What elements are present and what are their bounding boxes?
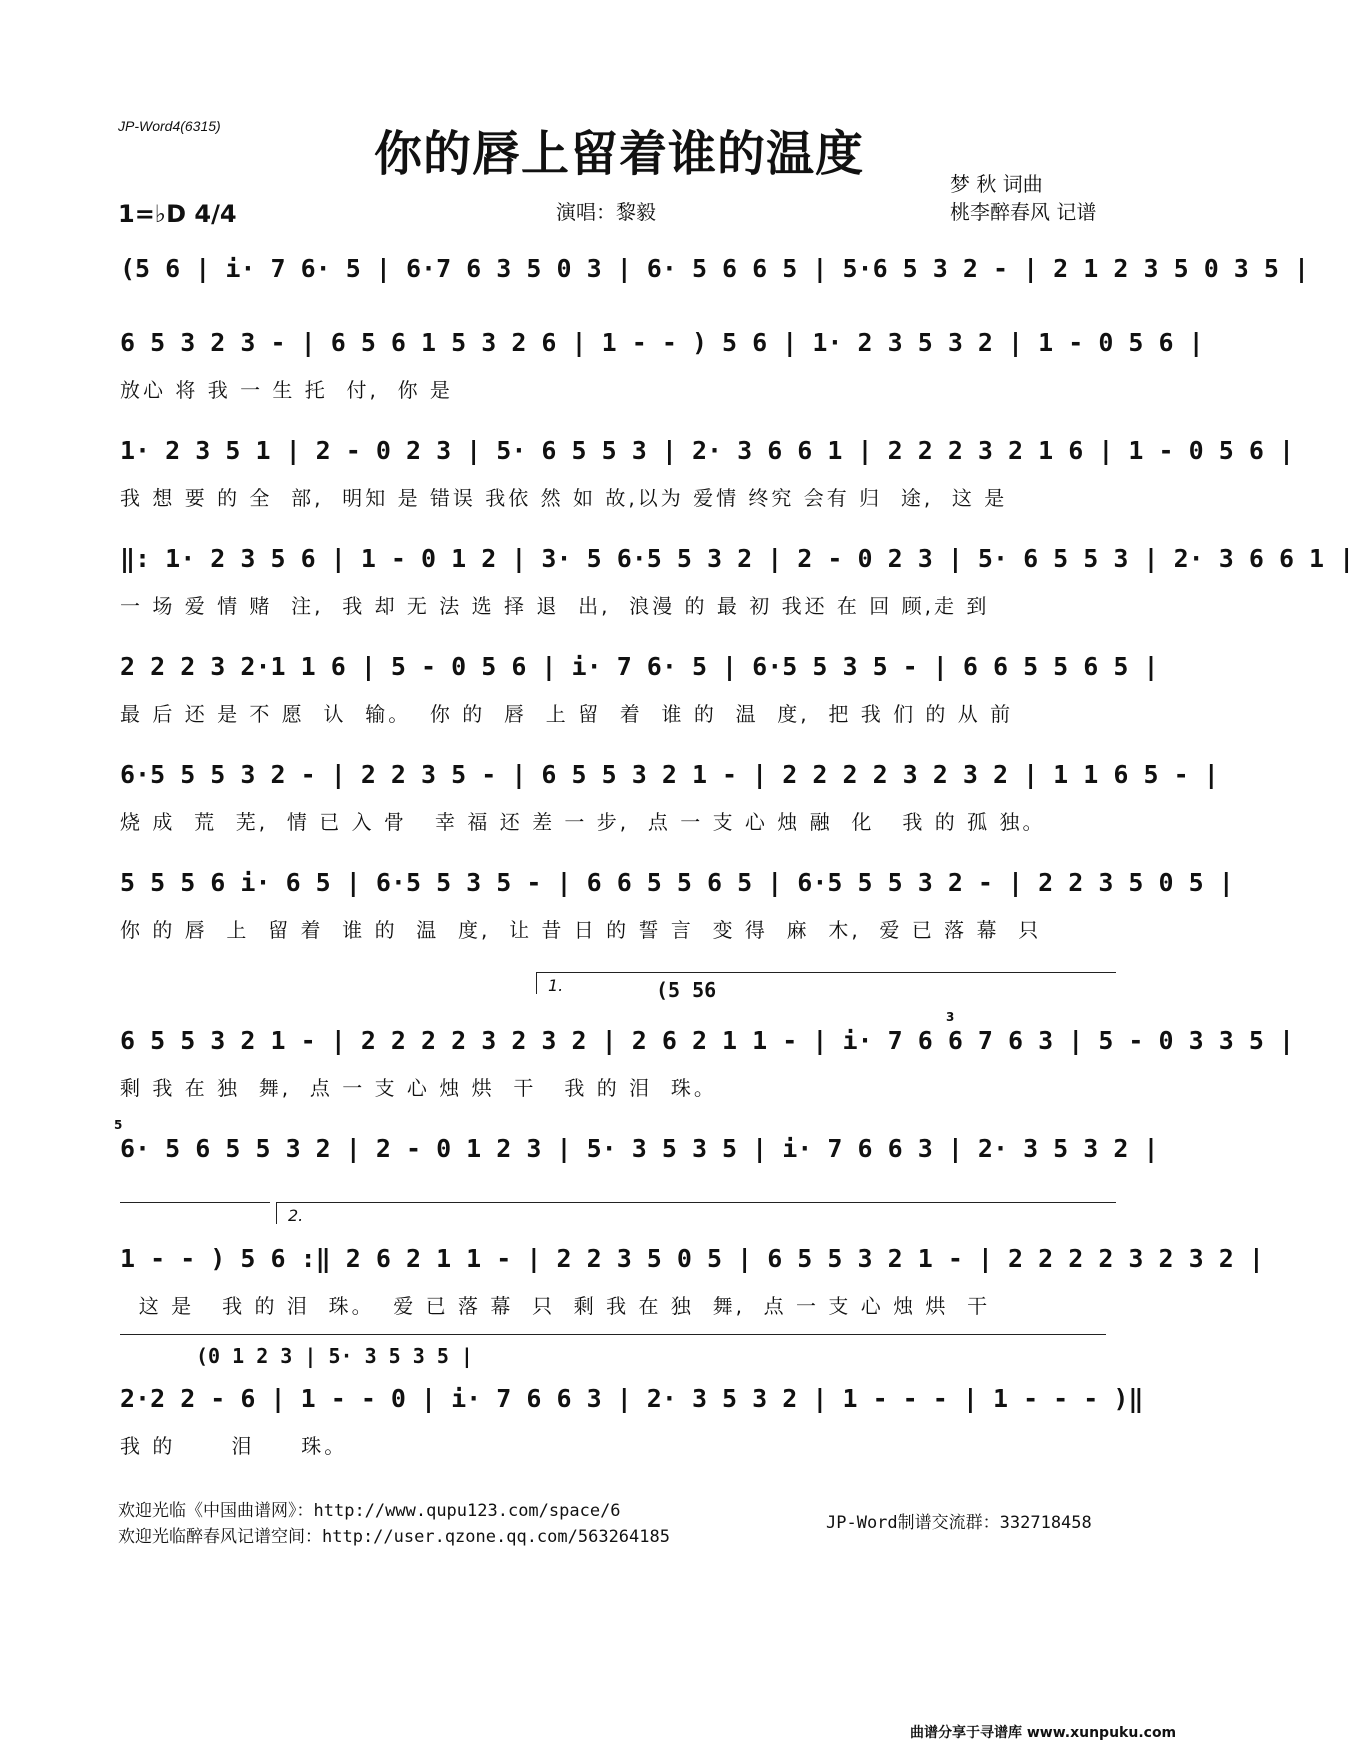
footer-group: JP-Word制谱交流群：332718458 (826, 1513, 1092, 1533)
second-ending-label: 2. (288, 1206, 304, 1225)
first-ending-hook (536, 972, 537, 994)
row-lyrics: 我 想 要 的 全 部, 明知 是 错误 我依 然 如 故,以为 爱情 终究 会有 归 途, 这 是 (120, 486, 1008, 510)
key-signature: 1=♭D 4/4 (118, 200, 237, 228)
row-notes: 2·2 2 - 6 | 1 - - 0 | i· 7 6 6 3 | 2· 3 5 3 2 | 1 - - - | 1 - - - )‖ (120, 1384, 1144, 1413)
row-lyrics: 烧 成 荒 芜, 情 已 入 骨 幸 福 还 差 一 步, 点 一 支 心 烛 融 化 我 的 孤 独。 (120, 810, 1046, 834)
row-notes: 6 5 3 2 3 - | 6 5 6 1 5 3 2 6 | 1 - - ) 5 6 | 1· 2 3 5 3 2 | 1 - 0 5 6 | (120, 328, 1204, 357)
score-row-7 (120, 860, 1234, 980)
score-row-4 (120, 536, 1354, 656)
score-row-9 (120, 1126, 1159, 1246)
row-lyrics: 我 的 泪 珠。 (120, 1434, 348, 1458)
first-ending-continuation (120, 1202, 270, 1203)
row-lyrics: 一 场 爱 情 赌 注, 我 却 无 法 选 择 退 出, 浪漫 的 最 初 我还 在 回 顾,走 到 (120, 594, 990, 618)
footer-site-link-1[interactable]: 欢迎光临《中国曲谱网》：http://www.qupu123.com/space/6 (118, 1501, 621, 1521)
score-row-6 (120, 752, 1219, 872)
second-ending-hook (276, 1202, 277, 1224)
page-title: 你的唇上留着谁的温度 (374, 126, 865, 182)
second-ending-bracket (276, 1202, 1116, 1203)
score-row-2 (120, 320, 1204, 440)
composer-credit: 梦 秋 词曲 (950, 172, 1043, 196)
score-row-5 (120, 644, 1159, 764)
intro-cue: (5 56 (656, 978, 717, 1002)
footer-site-link-2[interactable]: 欢迎光临醉春风记谱空间：http://user.qzone.qq.com/563264185 (118, 1527, 670, 1547)
row-lyrics: 剩 我 在 独 舞, 点 一 支 心 烛 烘 干 我 的 泪 珠。 (120, 1076, 717, 1100)
row-notes: 6·5 5 5 3 2 - | 2 2 3 5 - | 6 5 5 3 2 1 - | 2 2 2 2 3 2 3 2 | 1 1 6 5 - | (120, 760, 1219, 789)
source-watermark: 曲谱分享于寻谱库 www.xunpuku.com (910, 1725, 1177, 1741)
transcriber-credit: 桃李醉春风 记谱 (950, 200, 1097, 224)
row-notes: (5 6 | i· 7 6· 5 | 6·7 6 3 5 0 3 | 6· 5 6 6 5 | 5·6 5 3 2 - | 2 1 2 3 5 0 3 5 | (120, 254, 1310, 283)
row-notes: ‖: 1· 2 3 5 6 | 1 - 0 1 2 | 3· 5 6·5 5 3 2 | 2 - 0 2 3 | 5· 6 5 5 3 | 2· 3 6 6 1 | (120, 544, 1354, 573)
row-lyrics (120, 1180, 1126, 1212)
score-row-10 (120, 1236, 1264, 1356)
grace-note-3: 3 (946, 1010, 955, 1024)
row-notes: 1 - - ) 5 6 :‖ 2 6 2 1 1 - | 2 2 3 5 0 5 | 6 5 5 3 2 1 - | 2 2 2 2 3 2 3 2 | (120, 1244, 1264, 1273)
grace-note-5: 5 (114, 1118, 123, 1132)
row-notes: 6· 5 6 5 5 3 2 | 2 - 0 1 2 3 | 5· 3 5 3 5 | i· 7 6 6 3 | 2· 3 5 3 2 | (120, 1134, 1159, 1163)
singer: 演唱：黎毅 (556, 200, 656, 224)
row-notes: 6 5 5 3 2 1 - | 2 2 2 2 3 2 3 2 | 2 6 2 1 1 - | i· 7 6 6 7 6 3 | 5 - 0 3 3 5 | (120, 1026, 1294, 1055)
first-ending-repeat-bracket (120, 1334, 1106, 1335)
row-notes: 5 5 5 6 i· 6 5 | 6·5 5 3 5 - | 6 6 5 5 6 5 | 6·5 5 5 3 2 - | 2 2 3 5 0 5 | (120, 868, 1234, 897)
first-ending-bracket (536, 972, 1116, 973)
first-ending-label: 1. (548, 976, 564, 995)
row-notes: 2 2 2 3 2·1 1 6 | 5 - 0 5 6 | i· 7 6· 5 | 6·5 5 3 5 - | 6 6 5 5 6 5 | (120, 652, 1159, 681)
ending-cue: (0 1 2 3 | 5· 3 5 3 5 | (196, 1344, 473, 1368)
row-notes: 1· 2 3 5 1 | 2 - 0 2 3 | 5· 6 5 5 3 | 2· 3 6 6 1 | 2 2 2 3 2 1 6 | 1 - 0 5 6 | (120, 436, 1294, 465)
score-row-11 (120, 1376, 1144, 1496)
software-version: JP-Word4(6315) (118, 118, 221, 134)
score-row-3 (120, 428, 1294, 548)
row-lyrics: 这 是 我 的 泪 珠。 爱 已 落 幕 只 剩 我 在 独 舞, 点 一 支 心 烛 烘 干 (120, 1294, 991, 1318)
row-lyrics: 放心 将 我 一 生 托 付, 你 是 (120, 378, 453, 402)
row-lyrics: 最 后 还 是 不 愿 认 输。 你 的 唇 上 留 着 谁 的 温 度, 把 我 们 的 从 前 (120, 702, 1014, 726)
row-lyrics: 你 的 唇 上 留 着 谁 的 温 度, 让 昔 日 的 誓 言 变 得 麻 木, 爱 已 落 幕 只 (120, 918, 1042, 942)
score-row-8 (120, 1018, 1294, 1138)
